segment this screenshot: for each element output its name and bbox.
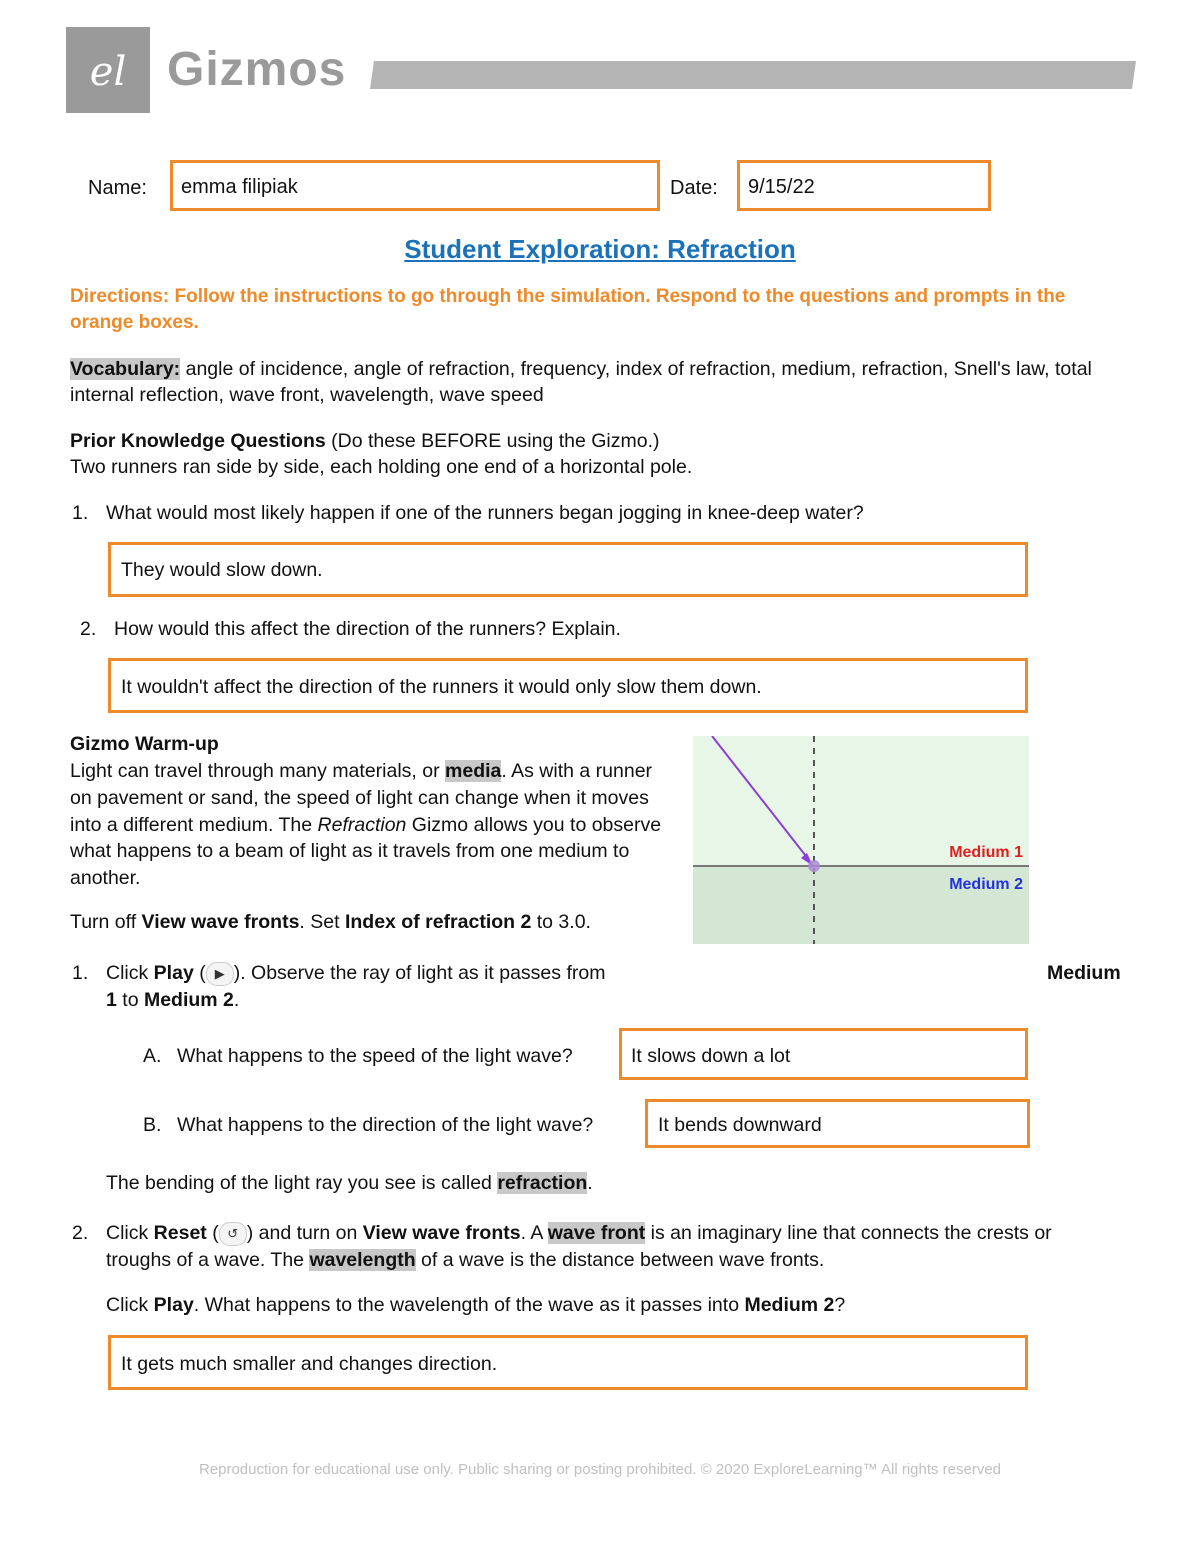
svg-text:el: el — [89, 49, 127, 95]
prior-heading: Prior Knowledge Questions (Do these BEFORE using the Gizmo.) — [70, 430, 660, 452]
term-wave-front: wave front — [547, 1222, 646, 1244]
footer-copyright: Reproduction for educational use only. Public sharing or posting prohibited. © 2020 ExploreLearning™ All rights reserved — [198, 1461, 1002, 1478]
warmup-paragraph: Light can travel through many materials, or media. As with a runner on pavement or sand, the speed of light can change when it moves into a different medium. The Refraction Gizmo allows you to observe what happens to a beam of light as it travels from one medium to another. — [70, 760, 662, 890]
vocabulary-text: angle of incidence, angle of refraction, frequency, index of refraction, medium, refraction, Snell's law, total internal reflection, wave front, wavelength, wave speed — [70, 358, 1092, 406]
term-refraction: refraction — [497, 1172, 588, 1194]
answer-b[interactable]: It bends downward — [645, 1099, 1030, 1148]
medium-2-label: Medium 2 — [949, 876, 1023, 893]
term-wavelength: wavelength — [309, 1249, 416, 1271]
page-title: Student Exploration: Refraction — [404, 234, 796, 264]
date-field[interactable]: 9/15/22 — [737, 160, 991, 211]
vocabulary — [70, 356, 1130, 408]
prior-q1: What would most likely happen if one of the runners began jogging in knee-deep water? — [106, 502, 864, 524]
warmup-q1-medium: Medium — [1047, 962, 1121, 984]
warmup-q2: Click Reset ( ↺ ) and turn on View wave fronts. A wave front is an imaginary line that connects the crests or troughs of a wave. The wavelength of a wave is the distance between wave fronts. — [106, 1222, 1052, 1271]
prior-intro: Two runners ran side by side, each holding one end of a horizontal pole. — [70, 456, 693, 478]
warmup-heading: Gizmo Warm-up — [70, 733, 219, 755]
name-label: Name: — [88, 177, 147, 199]
question-a-label: A. — [143, 1045, 162, 1067]
warmup-q1: Click Play ( ▶ ). Observe the ray of light as it passes from — [106, 962, 606, 984]
ray-origin-point — [808, 860, 820, 872]
medium-1-label: Medium 1 — [949, 844, 1023, 861]
header-bar — [370, 61, 1136, 89]
term-media: media — [445, 760, 502, 782]
warmup-q2-play: Click Play. What happens to the wavelength of the wave as it passes into Medium 2? — [106, 1294, 846, 1316]
warmup-instruction: Turn off View wave fronts. Set Index of refraction 2 to 3.0. — [70, 911, 591, 933]
date-label: Date: — [670, 177, 718, 199]
gizmos-brand: Gizmos — [167, 43, 347, 96]
name-field[interactable]: emma filipiak — [170, 160, 660, 211]
question-a: What happens to the speed of the light wave? — [177, 1045, 573, 1067]
reset-icon: ↺ — [219, 1222, 247, 1246]
prior-q2: How would this affect the direction of the runners? Explain. — [114, 618, 621, 640]
refraction-simulation-image — [693, 736, 1029, 944]
prior-q1-number: 1. — [72, 502, 89, 524]
prior-q2-number: 2. — [80, 618, 97, 640]
warmup-q1-number: 1. — [72, 962, 89, 984]
warmup-q1-line2: 1 to Medium 2. — [106, 989, 240, 1011]
prior-answer-1[interactable]: They would slow down. — [108, 542, 1028, 597]
vocabulary-label: Vocabulary: — [70, 358, 181, 380]
answer-a[interactable]: It slows down a lot — [619, 1028, 1028, 1080]
question-b-label: B. — [143, 1114, 162, 1136]
question-b: What happens to the direction of the light wave? — [177, 1114, 594, 1136]
play-icon: ▶ — [206, 962, 234, 986]
refraction-sentence: The bending of the light ray you see is called refraction. — [106, 1172, 593, 1194]
directions: Directions: Follow the instructions to go through the simulation. Respond to the questions and prompts in the orange boxes. — [70, 286, 1066, 333]
logo-mark-icon — [66, 27, 150, 113]
explorelearning-logo — [66, 27, 150, 113]
prior-answer-2[interactable]: It wouldn't affect the direction of the runners it would only slow them down. — [108, 658, 1028, 713]
answer-wavelength[interactable]: It gets much smaller and changes direction. — [108, 1335, 1028, 1390]
warmup-q2-number: 2. — [72, 1222, 89, 1244]
